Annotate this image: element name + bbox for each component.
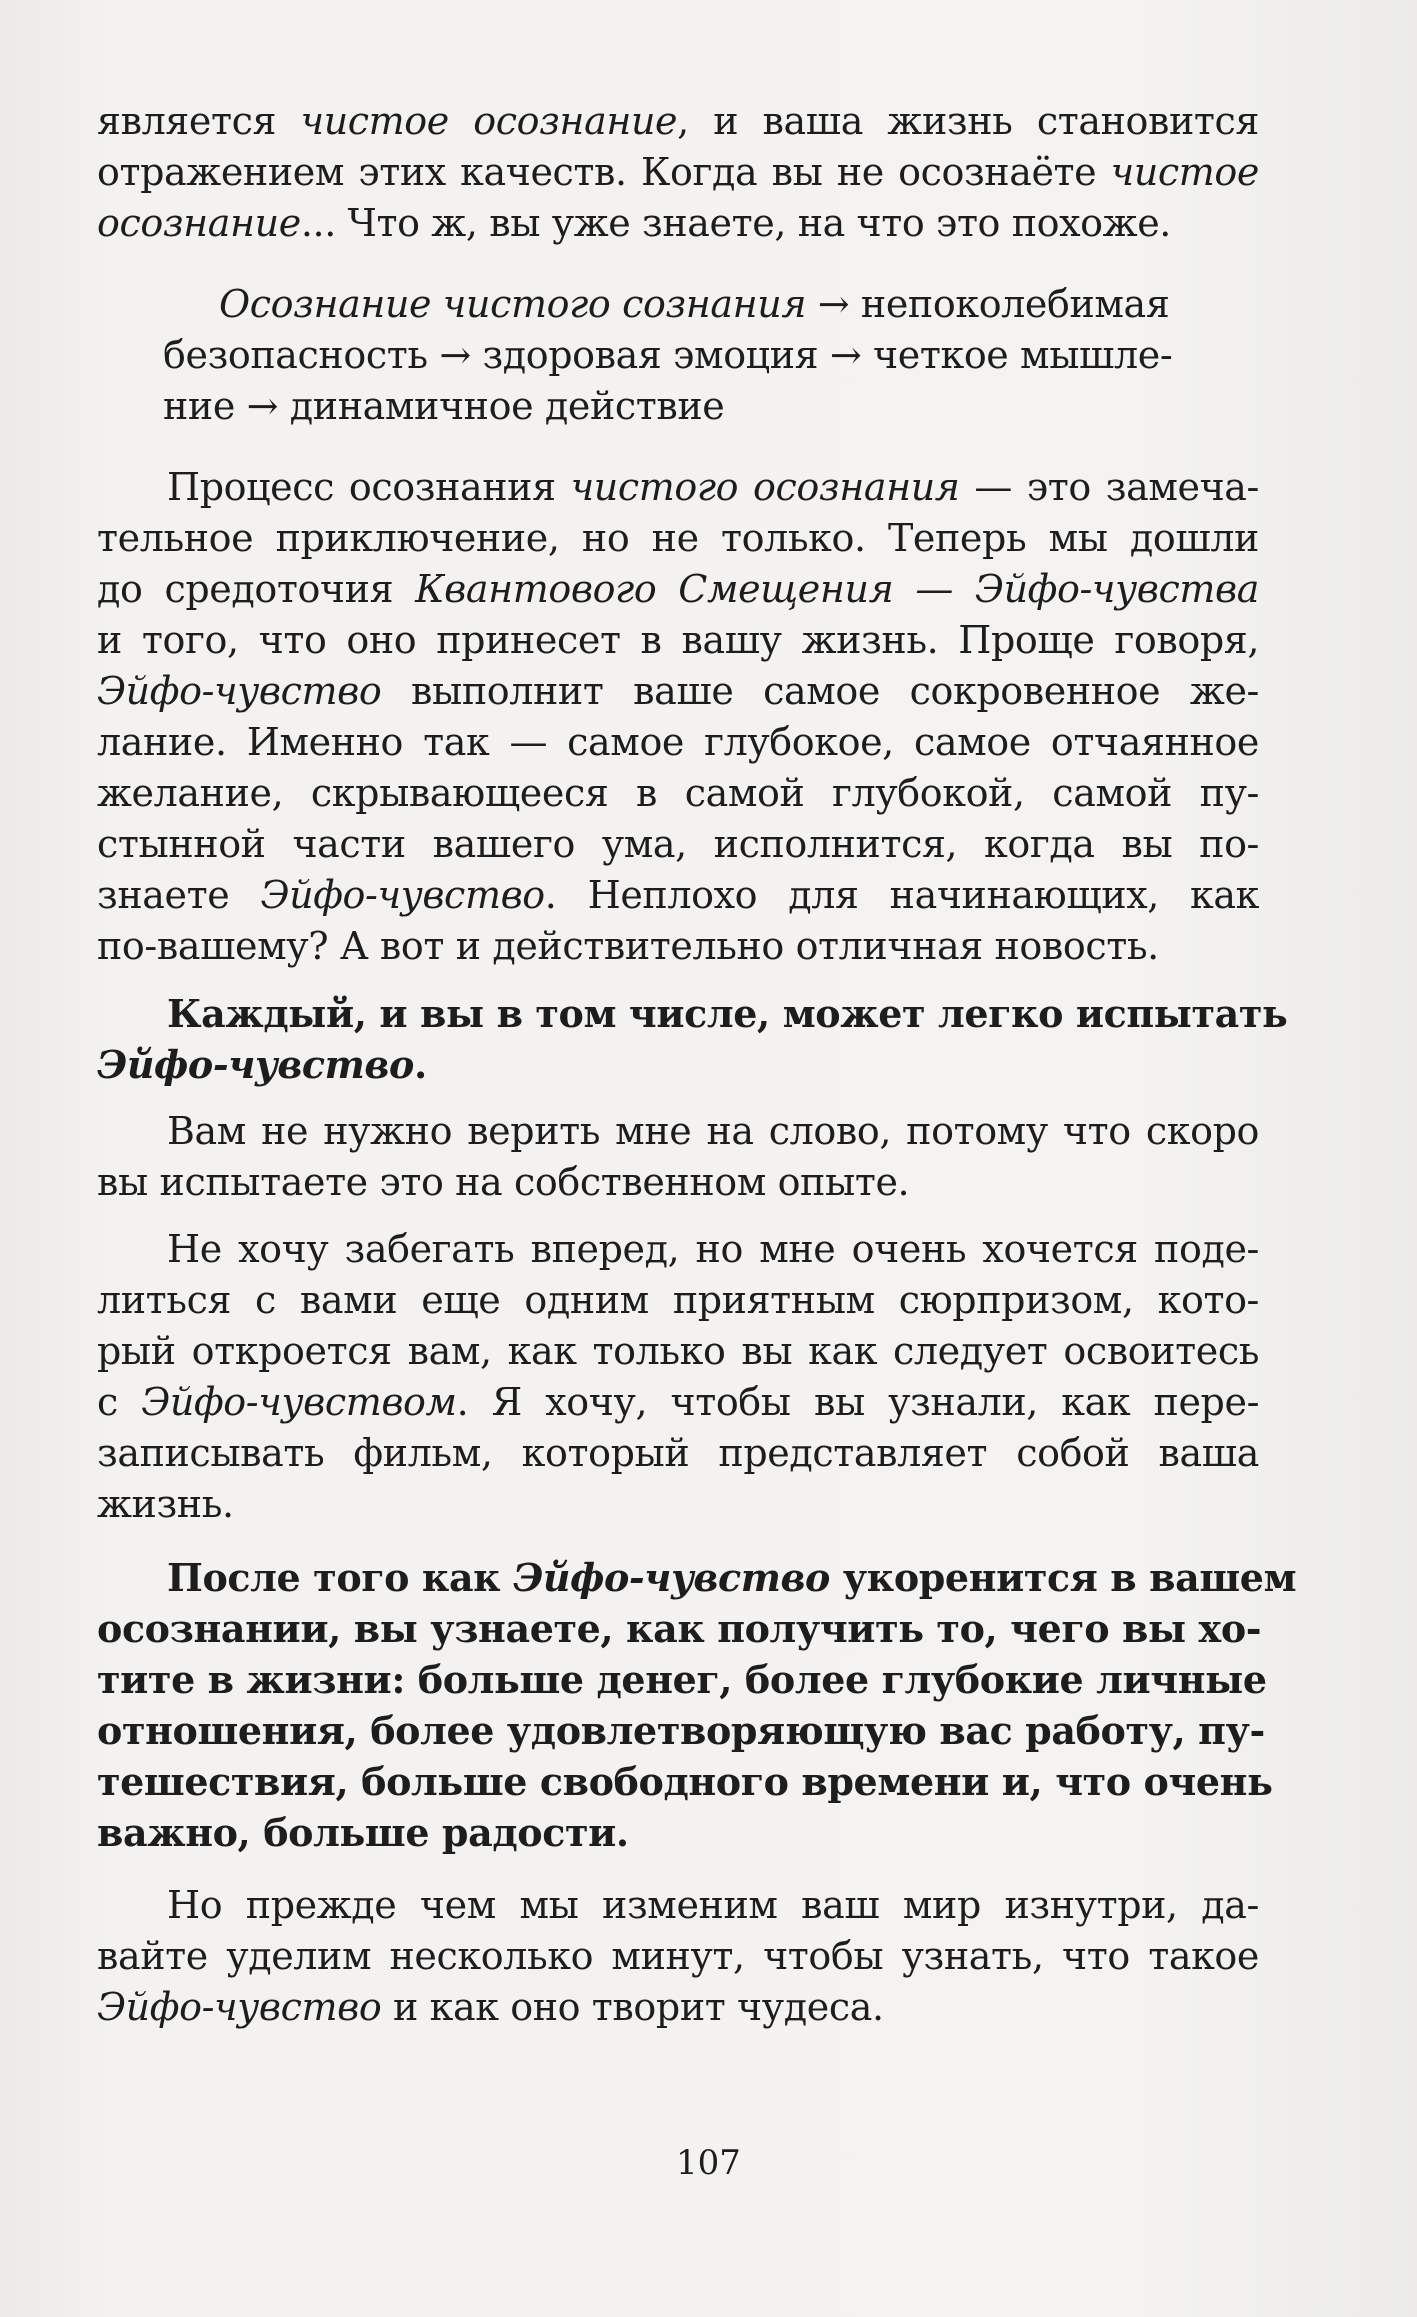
- text-line: тите в жизни: больше денег, более глубокие личные: [97, 1657, 1267, 1702]
- text-line: ние → динамичное действие: [163, 384, 725, 428]
- text-line: Эйфо-чувство и как оно творит чудеса.: [97, 1985, 884, 2029]
- arrow-right-icon: →: [818, 333, 874, 377]
- italic-term: Эйфо-чувством: [141, 1380, 457, 1424]
- text-line: записывать фильм, который представляет собой ваша: [97, 1431, 1259, 1475]
- text-line: важно, больше радости.: [97, 1810, 629, 1855]
- text-line: вы испытаете это на собственном опыте.: [97, 1160, 910, 1204]
- text-line: вайте уделим несколько минут, чтобы узнать, что такое: [97, 1934, 1259, 1978]
- italic-term: Квантового Смещения — Эйфо-чувства: [415, 567, 1259, 611]
- text-line: желание, скрывающееся в самой глубокой, самой пу-: [97, 771, 1259, 815]
- text-line: Осознание чистого сознания → непоколебимая: [219, 282, 1170, 326]
- text-line: жизнь.: [97, 1482, 234, 1526]
- paragraph-5: [97, 1224, 1259, 1530]
- paragraph-2: [97, 462, 1259, 972]
- italic-term: Эйфо-чувство: [97, 669, 382, 713]
- quote-block: [97, 279, 1259, 432]
- text-line: После того как Эйфо-чувство укоренится в вашем: [167, 1555, 1297, 1600]
- page-number: 107: [676, 2143, 741, 2183]
- italic-term: чистое: [1110, 150, 1259, 194]
- page-body: [97, 96, 1297, 2033]
- text-line: является чистое осознание, и ваша жизнь становится: [97, 99, 1259, 143]
- text-line: по-вашему? А вот и действительно отличная новость.: [97, 924, 1159, 968]
- italic-term: Эйфо-чувство: [97, 1985, 382, 2029]
- arrow-right-icon: →: [427, 333, 483, 377]
- text-line: Но прежде чем мы изменим ваш мир изнутри, да-: [167, 1883, 1259, 1927]
- text-line: осознании, вы узнаете, как получить то, чего вы хо-: [97, 1606, 1262, 1651]
- text-line: Процесс осознания чистого осознания — это замеча-: [167, 465, 1259, 509]
- italic-term: чистое осознание: [300, 99, 678, 143]
- text-line: с Эйфо-чувством. Я хочу, чтобы вы узнали, как пере-: [97, 1380, 1260, 1424]
- text-line: литься с вами еще одним приятным сюрпризом, кото-: [97, 1278, 1259, 1322]
- italic-term: Осознание чистого сознания: [219, 282, 807, 326]
- text-line: Эйфо-чувство выполнит ваше самое сокровенное же-: [97, 669, 1259, 713]
- italic-term: Эйфо-чувство: [513, 1555, 831, 1600]
- text-line: знаете Эйфо-чувство. Неплохо для начинающих, как: [97, 873, 1259, 917]
- text-line: лание. Именно так — самое глубокое, самое отчаянное: [97, 720, 1259, 764]
- text-line: отражением этих качеств. Когда вы не осознаёте чистое: [97, 150, 1259, 194]
- arrow-right-icon: →: [806, 282, 861, 326]
- text-line: и того, что оно принесет в вашу жизнь. Проще говоря,: [97, 618, 1259, 662]
- text-line: до средоточия Квантового Смещения — Эйфо-чувства: [97, 567, 1259, 611]
- text-line: безопасность → здоровая эмоция → четкое мышле-: [163, 333, 1173, 377]
- text-line: тельное приключение, но не только. Теперь мы дошли: [97, 516, 1259, 560]
- text-line: тешествия, больше свободного времени и, что очень: [97, 1759, 1273, 1804]
- text-line: Эйфо-чувство.: [97, 1042, 427, 1087]
- text-line: Каждый, и вы в том числе, может легко испытать: [167, 991, 1288, 1036]
- italic-term: чистого осознания: [570, 465, 960, 509]
- paragraph-1: [97, 96, 1259, 249]
- italic-term: осознание: [97, 201, 301, 245]
- text-line: отношения, более удовлетворяющую вас работу, пу-: [97, 1708, 1265, 1753]
- text-line: осознание... Что ж, вы уже знаете, на что это похоже.: [97, 201, 1171, 245]
- arrow-right-icon: →: [234, 384, 290, 428]
- paragraph-3-bold: [97, 988, 1288, 1090]
- paragraph-6-bold: [97, 1552, 1297, 1858]
- text-line: стынной части вашего ума, исполнится, когда вы по-: [97, 822, 1259, 866]
- text-line: рый откроется вам, как только вы как следует освоитесь: [97, 1329, 1259, 1373]
- paragraph-7: [97, 1880, 1259, 2033]
- text-line: Вам не нужно верить мне на слово, потому что скоро: [167, 1109, 1259, 1153]
- paragraph-4: [97, 1106, 1259, 1208]
- text-line: Не хочу забегать вперед, но мне очень хочется поде-: [167, 1227, 1259, 1271]
- italic-term: Эйфо-чувство: [97, 1042, 414, 1087]
- italic-term: Эйфо-чувство: [260, 873, 545, 917]
